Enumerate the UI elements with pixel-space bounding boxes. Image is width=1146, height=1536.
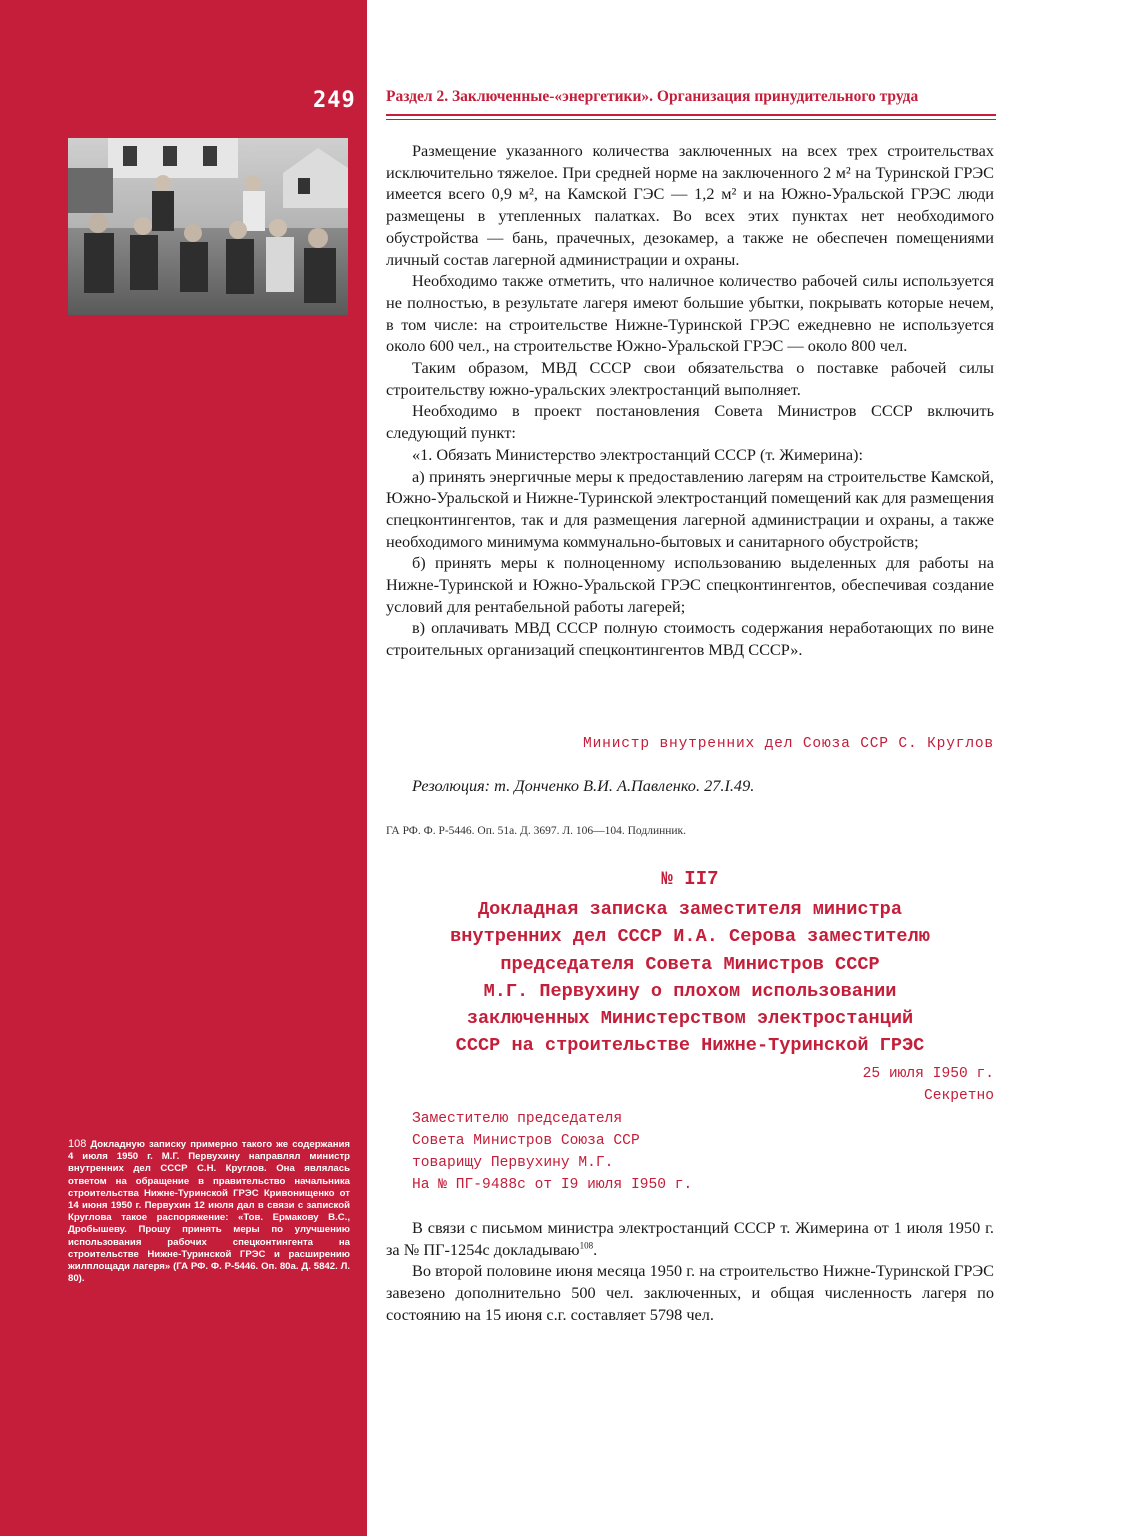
signature: Министр внутренних дел Союза ССР С. Круглов (583, 736, 994, 752)
archival-photo (68, 138, 348, 315)
paragraph: в) оплачивать МВД СССР полную стоимость содержания неработающих по вине строительных организаций спецконтингентов МВД СССР». (386, 618, 994, 660)
footnote-number: 108 (68, 1138, 87, 1150)
document-date-block (386, 1063, 994, 1107)
paragraph-end: . (593, 1239, 598, 1259)
paragraph: б) принять меры к полноценному использованию выделенных для работы на Нижне-Туринской и Южно-Уральской ГРЭС спецконтингентов, обеспечивая создание условий для рентабельной работы лагерей; (386, 553, 994, 616)
body-text-top (386, 140, 994, 661)
paragraph: Необходимо также отметить, что наличное количество рабочей силы используется не полностью, в результате лагеря имеют большие убытки, покрывать которые нечем, в том числе: на строительстве Нижне-Туринской ГРЭС ежедневно не используется около 600 чел., на строительстве Южно-Уральской ГРЭС — около 800 чел. (386, 271, 994, 356)
document-title (380, 896, 1000, 1060)
body-text-bottom (386, 1217, 994, 1326)
title-line: внутренних дел СССР И.А. Серова заместителю (450, 926, 930, 948)
paragraph: Во второй половине июня месяца 1950 г. на строительство Нижне-Туринской ГРЭС завезено дополнительно 500 чел. заключенных, и общая численность лагеря по состоянию на 15 июня с.г. составляет 5798 чел. (386, 1261, 994, 1324)
paragraph-text: В связи с письмом министра электростанций СССР т. Жимерина от 1 июля 1950 г. за № ПГ-1254с докладываю (386, 1218, 994, 1259)
archival-source: ГА РФ. Ф. Р-5446. Оп. 51а. Д. 3697. Л. 106—104. Подлинник. (386, 825, 687, 837)
header-rule (386, 114, 996, 116)
title-line: СССР на строительстве Нижне-Туринской ГРЭС (455, 1035, 925, 1057)
title-line: М.Г. Первухину о плохом использовании (483, 980, 897, 1002)
title-line: Докладная записка заместителя министра (477, 899, 902, 920)
title-line: председателя Совета Министров СССР (500, 953, 880, 975)
title-line: заключенных Министерством электростанций (466, 1008, 914, 1030)
paragraph: Необходимо в проект постановления Совета Министров СССР включить следующий пункт: (386, 401, 994, 443)
document-number: № II7 (661, 868, 719, 890)
paragraph: а) принять энергичные меры к предоставлению лагерям на строительстве Камской, Южно-Уральской и Нижне-Туринской электростанций помещений как для размещения спецконтингентов, так и для размещения лагерной администрации и охраны, а также необходимого минимума коммунально-бытовых и санитарного обустройств; (386, 466, 994, 551)
page-number: 249 (313, 88, 356, 113)
paragraph: Размещение указанного количества заключенных на всех трех строительствах исключительно тяжелое. При средней норме на заключенного 2 м² на Туринской ГРЭС имеется всего 0,9 м², на Камской ГЭС — 1,2 м² и на Южно-Уральской ГРЭС люди размещены в утепленных палатках. Во всех этих пунктах нет необходимого обустройства — бань, прачечных, дезокамер, а также не обеспечен помещениями личный состав лагерной администрации и охраны. (386, 141, 994, 269)
photo-of-prisoners-icon (68, 138, 348, 315)
footnote-ref: 108 (579, 1240, 594, 1251)
sidebar-footnote (68, 1138, 350, 1285)
paragraph (386, 1217, 994, 1260)
classification: Секретно (923, 1088, 994, 1104)
paragraph: Таким образом, МВД СССР свои обязательства о поставке рабочей силы строительству южно-уральских электростанций выполняет. (386, 358, 994, 399)
section-header: Раздел 2. Заключенные-«энергетики». Организация принудительного труда (386, 88, 919, 105)
addressee: Заместителю председателя Совета Министров Союза ССР товарищу Первухину М.Г. На № ПГ-9488с от I9 июля I950 г. (412, 1111, 693, 1193)
resolution: Резолюция: т. Донченко В.И. А.Павленко. 27.I.49. (412, 776, 755, 795)
footnote-text: Докладную записку примерно такого же содержания 4 июля 1950 г. М.Г. Первухину направлял министр внутренних дел СССР С.Н. Круглов. Она являлась ответом на обращение в правительство начальника строительства Нижне-Туринской ГРЭС Кривонищенко от 14 июня 1950 г. Первухин 12 июля дал в связи с запиской Круглова такое распоряжение: «Тов. Ермакову В.С., Дробышеву. Прошу принять меры по улучшению использования рабочих спецконтингента на строительстве Нижне-Туринской ГРЭС и расширению жилплощади лагеря» (ГА РФ. Ф. Р-5446. Оп. 80а. Д. 5842. Л. 80). (68, 1139, 350, 1285)
paragraph: «1. Обязать Министерство электростанций СССР (т. Жимерина): (412, 444, 864, 464)
header-rule-thin (386, 119, 996, 120)
document-date: 25 июля I950 г. (862, 1066, 994, 1082)
